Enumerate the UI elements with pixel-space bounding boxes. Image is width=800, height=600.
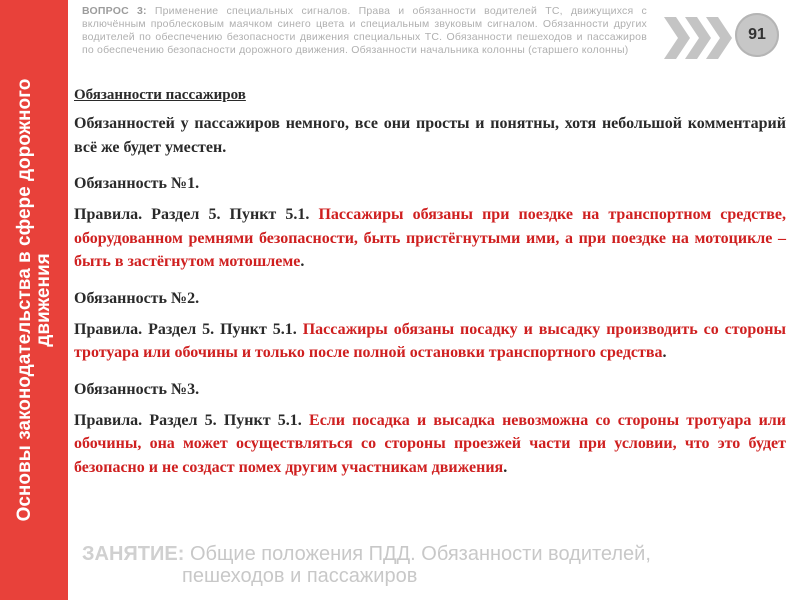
question-header [82,5,647,57]
page-number-badge: 91 [735,13,779,57]
lesson-label: ЗАНЯТИЕ: [82,543,185,565]
duty-3-title: Обязанность №3. [74,380,200,398]
lesson-text-line2: пешеходов и пассажиров [182,565,418,587]
chevron-triple-right-icon[interactable] [664,17,734,59]
duty-3-highlight: Если посадка и высадка невозможна со стороны тротуара или обочины, она может осуществляться со стороны проезжей части при условии, что это будет безопасно и не создаст помех другим участникам движения [74,411,787,476]
intro-paragraph: Обязанностей у пассажиров немного, все они просты и понятны, хотя небольшой комментарий всё же будет уместен. [74,115,786,156]
question-text: Применение специальных сигналов. Права и обязанности водителей ТС, движущихся с включённым проблесковым маячком синего цвета и специальным звуковым сигналом. Обязанности других водителей по обеспечению безопасности движения специальных ТС. Обязанности пешеходов и пассажиров по обеспечению безопасности дорожного движения. Обязанности начальника колонны (старшего колонны) [82,5,647,56]
duty-2-text [74,318,786,365]
duty-3-text [74,409,786,480]
sidebar [0,0,68,600]
duty-2-highlight: Пассажиры обязаны посадку и высадку производить со стороны тротуара или обочины и только после полной остановки транспортного средства [74,320,787,361]
question-label: ВОПРОС 3: [82,5,147,17]
duty-2-suffix: . [662,344,667,361]
duty-1-prefix: Правила. Раздел 5. Пункт 5.1. [74,206,310,223]
duty-3-suffix: . [503,458,508,476]
duty-1-suffix: . [300,253,305,270]
duty-1-text [74,203,786,274]
content [74,86,786,479]
section-title: Обязанности пассажиров [74,87,246,103]
sidebar-title: Основы законодательства в сфере дорожного движения [14,78,54,522]
lesson-text-line1: Общие положения ПДД. Обязанности водителей, [189,543,651,565]
duty-2-prefix: Правила. Раздел 5. Пункт 5.1. [74,320,297,338]
duty-1-title: Обязанность №1. [74,175,200,192]
duty-1-highlight: Пассажиры обязаны при поездке на транспортном средстве, оборудованном ремнями безопасности, быть пристёгнутыми ими, а при поездке на мотоцикле – быть в застёгнутом мотошлеме [74,206,786,270]
lesson-footer [82,543,782,587]
duty-3-prefix: Правила. Раздел 5. Пункт 5.1. [74,411,302,429]
duty-2-title: Обязанность №2. [74,289,200,307]
